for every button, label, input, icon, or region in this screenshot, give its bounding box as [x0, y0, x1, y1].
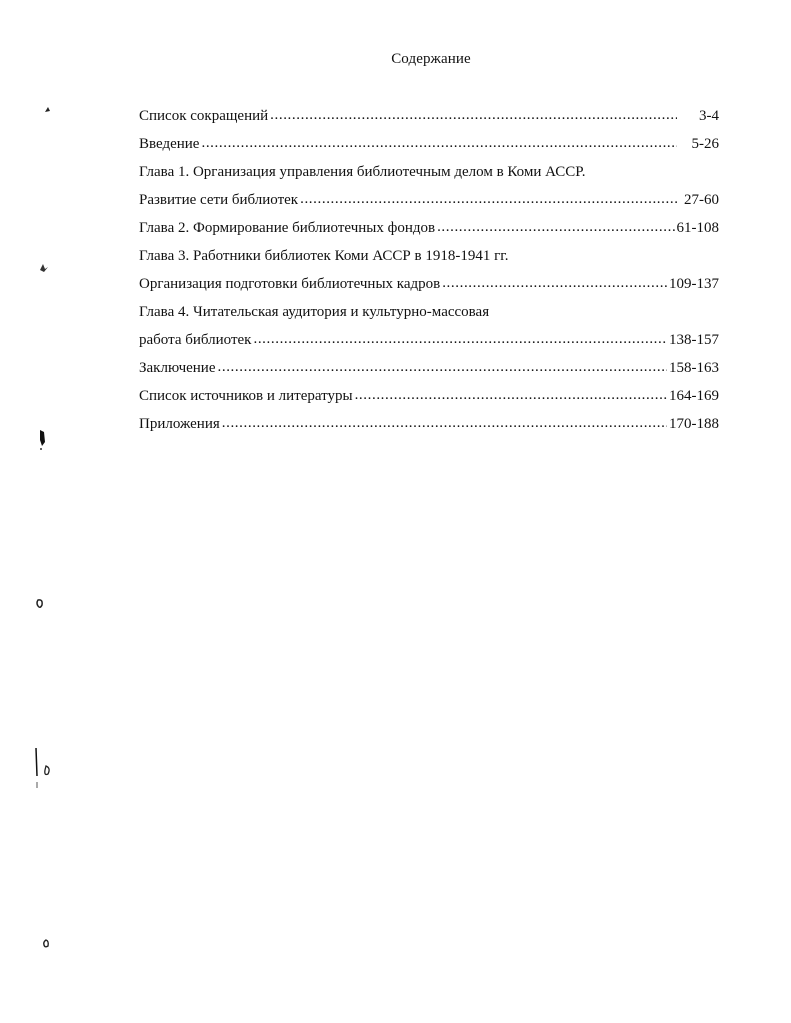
toc-leader-dots — [218, 355, 668, 379]
toc-entry — [139, 300, 719, 328]
toc-entry — [139, 328, 719, 356]
toc-entry — [139, 104, 719, 132]
toc-leader-dots — [442, 271, 667, 295]
toc-leader-dots — [437, 215, 674, 239]
toc-entry-label: Глава 3. Работники библиотек Коми АССР в 1918-1941 гг. — [139, 248, 509, 264]
toc-entry — [139, 160, 719, 188]
toc-entry-label: Список источников и литературы — [139, 388, 353, 404]
toc-entry-label: Глава 4. Читательская аудитория и культурно-массовая — [139, 304, 490, 320]
toc-entry-label: Развитие сети библиотек — [139, 192, 299, 208]
toc-entry — [139, 244, 719, 272]
toc-entry — [139, 384, 719, 412]
scan-speck-icon — [34, 597, 46, 615]
toc-entry-label: Заключение — [139, 360, 216, 376]
scan-speck-icon — [40, 937, 52, 951]
scan-speck-icon — [44, 106, 52, 114]
toc-entry-label: Список сокращений — [139, 108, 269, 124]
scan-speck-icon — [32, 746, 54, 792]
toc-entry-label: Организация подготовки библиотечных кадров — [139, 276, 441, 292]
toc-leader-dots — [253, 327, 667, 351]
toc-leader-dots — [300, 187, 677, 211]
toc-entry-pages: 61-108 — [676, 220, 719, 236]
toc-entry — [139, 272, 719, 300]
page-title: Содержание — [391, 51, 471, 67]
toc-entry-label: работа библиотек — [139, 332, 252, 348]
toc-entry-label: Глава 2. Формирование библиотечных фондов — [139, 220, 436, 236]
toc-entry-pages: 5-26 — [691, 136, 719, 152]
toc-entry-pages: 164-169 — [669, 388, 719, 404]
table-of-contents — [139, 104, 719, 440]
toc-entry-pages: 3-4 — [699, 108, 719, 124]
toc-entry-pages: 138-157 — [669, 332, 719, 348]
toc-entry-label: Введение — [139, 136, 200, 152]
scan-speck-icon — [38, 262, 50, 274]
toc-entry-pages: 158-163 — [669, 360, 719, 376]
toc-leader-dots — [270, 103, 677, 127]
toc-entry — [139, 188, 719, 216]
toc-entry-label: Глава 1. Организация управления библиотечным делом в Коми АССР. — [139, 164, 586, 180]
toc-entry-label: Приложения — [139, 416, 220, 432]
toc-leader-dots — [201, 131, 677, 155]
scan-speck-icon — [37, 428, 47, 452]
toc-entry-pages: 170-188 — [669, 416, 719, 432]
toc-entry — [139, 412, 719, 440]
toc-leader-dots — [355, 383, 667, 407]
toc-entry-pages: 27-60 — [684, 192, 719, 208]
toc-entry — [139, 132, 719, 160]
toc-entry — [139, 356, 719, 384]
toc-entry-pages: 109-137 — [669, 276, 719, 292]
toc-leader-dots — [222, 411, 667, 435]
toc-entry — [139, 216, 719, 244]
